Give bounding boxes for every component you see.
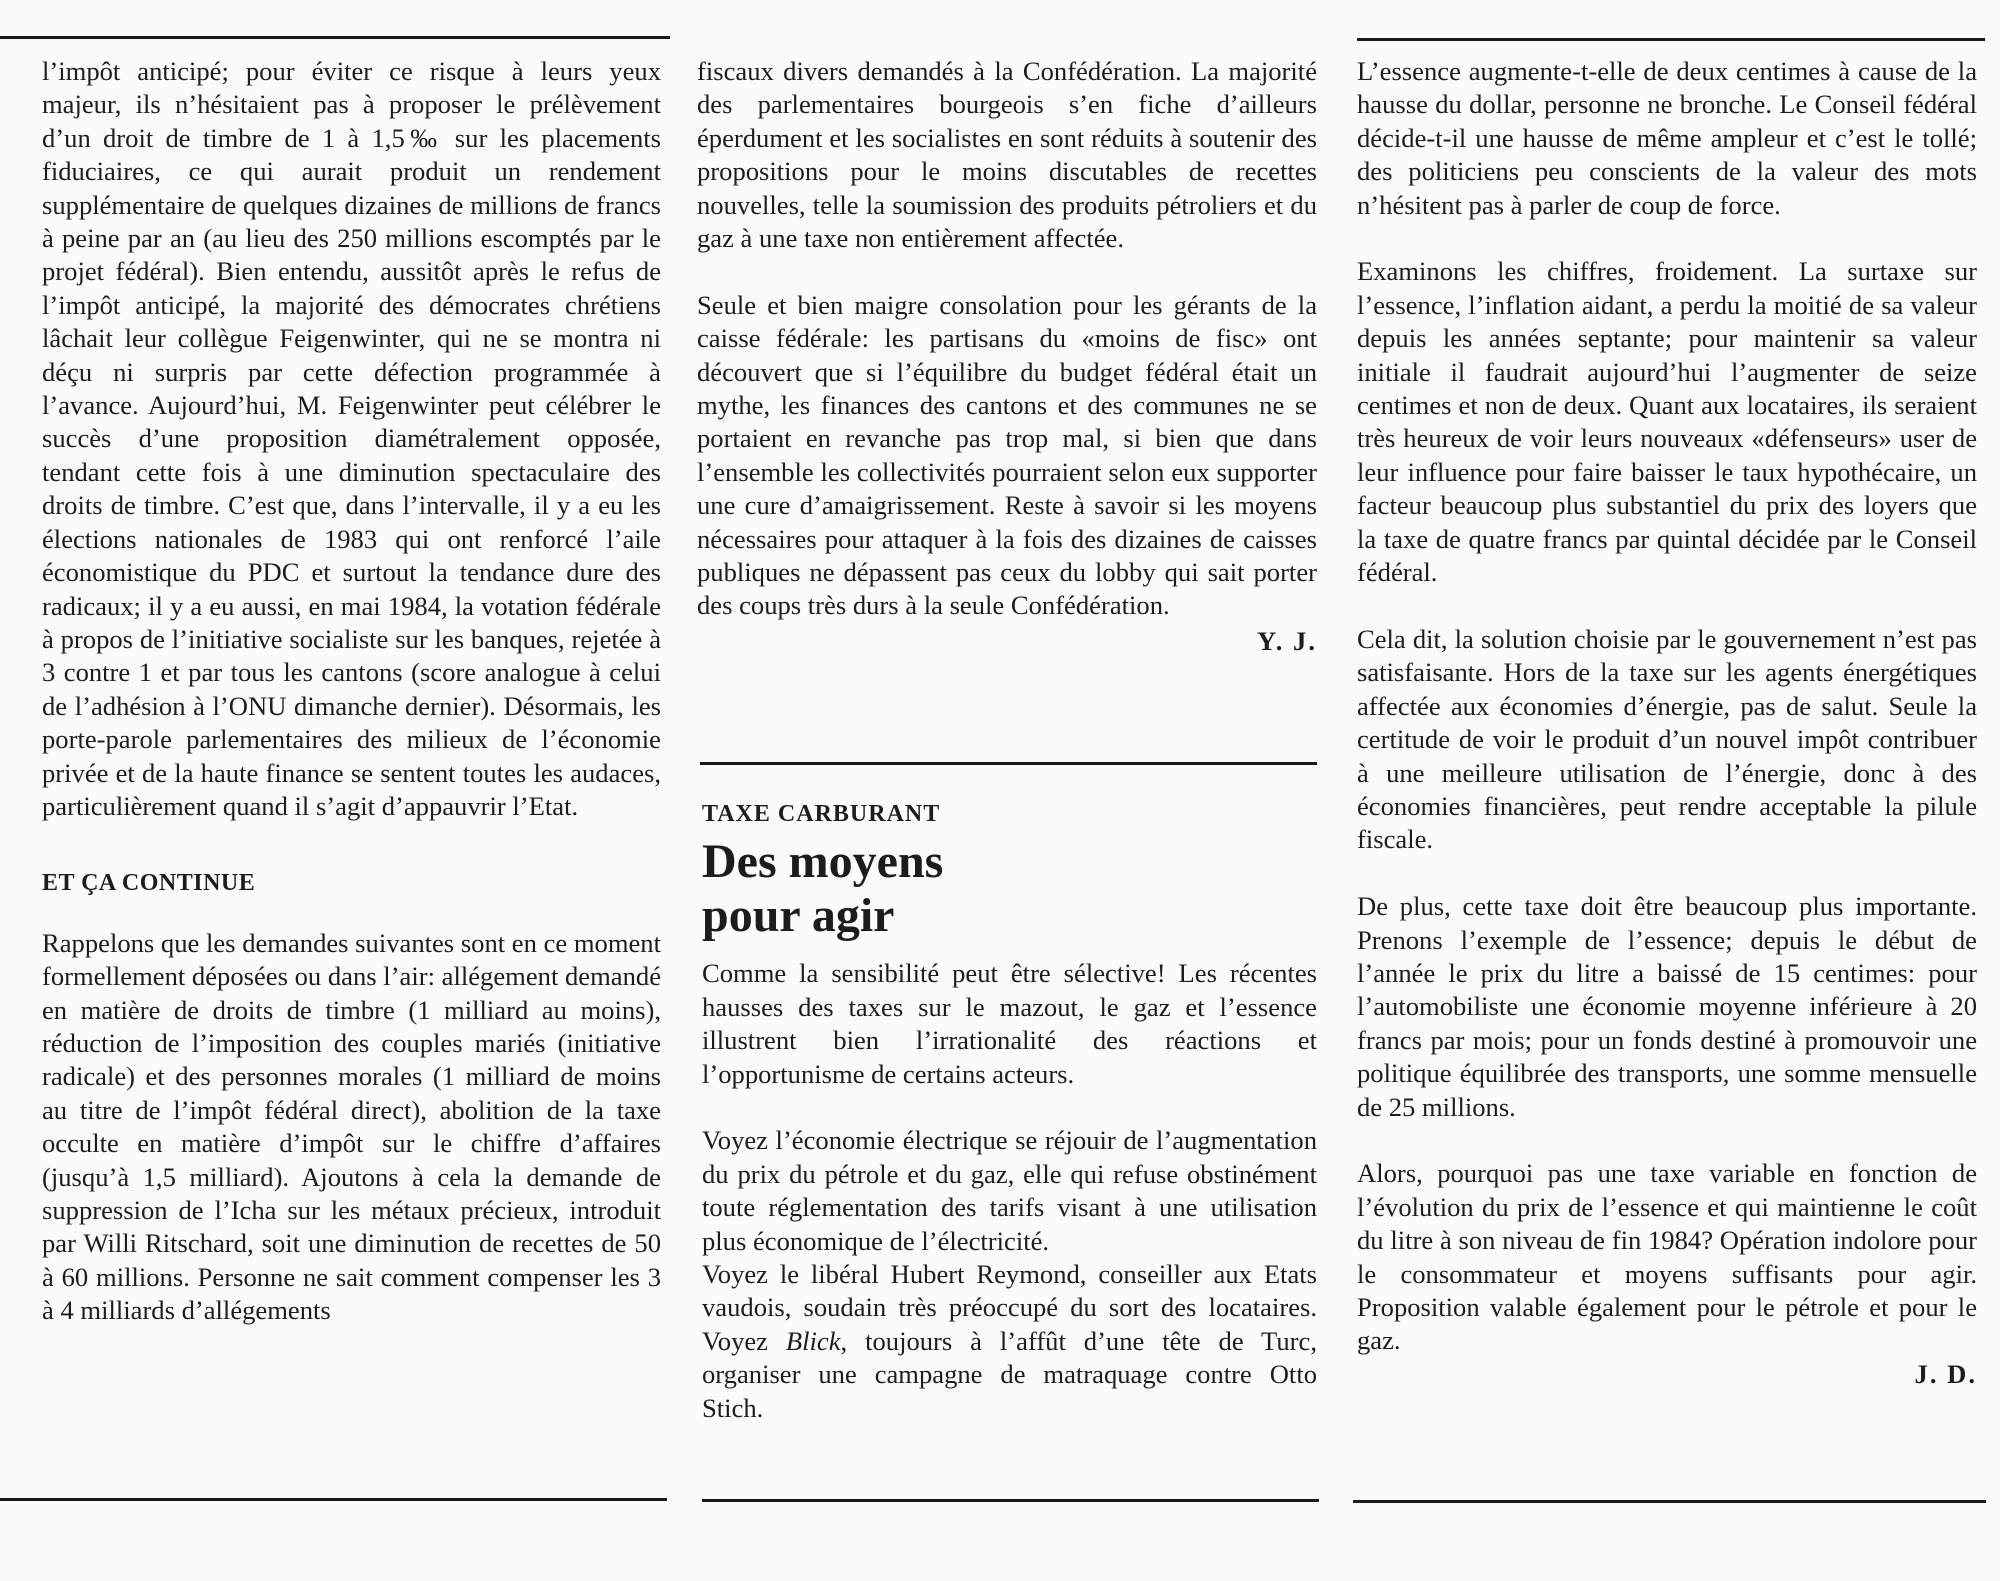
column-middle-paragraph-5	[702, 1258, 1317, 1425]
headline-line-2: pour agir	[702, 889, 895, 943]
headline-line-1: Des moyens	[702, 835, 944, 889]
column-right-paragraph-2: Examinons les chiffres, froidement. La surtaxe sur l’essence, l’inflation aidant, a perdu la moitié de sa valeur depuis les années septante; pour maintenir sa valeur initiale il faudrait aujourd’hui l’augmenter de seize centimes et non de deux. Quant aux locataires, ils seraient très heureux de voir leurs nouveaux «défenseurs» user de leur influence pour faire baisser le taux hypothécaire, un facteur beaucoup plus substantiel du prix des loyers que la taxe de quatre francs par quintal décidée par le Conseil fédéral.	[1357, 256, 1977, 588]
blick-title: Blick	[785, 1325, 841, 1356]
bottom-rule-right	[1353, 1500, 1986, 1503]
section-divider-rule	[700, 762, 1317, 765]
column-middle-paragraph-4: Voyez l’économie électrique se réjouir de l’augmentation du prix du pétrole et du gaz, elle qui refuse obstinément toute réglementation des tarifs visant à une utilisation plus économique de l’électricité.	[702, 1125, 1317, 1256]
column-left-paragraph-2: Rappelons que les demandes suivantes sont en ce moment formellement déposées ou dans l’air: allégement demandé en matière de droits de timbre (1 milliard au moins), réduction de l’imposition des couples mariés (initiative radicale) et des personnes morales (1 milliard de moins au titre de l’impôt fédéral direct), abolition de la taxe occulte en matière d’impôt sur le chiffre d’affaires (jusqu’à 1,5 milliard). Ajoutons à cela la demande de suppression de l’Icha sur les métaux précieux, introduit par Willi Ritschard, soit une diminution de recettes de 50 à 60 millions. Personne ne sait comment compenser les 3 à 4 milliards d’allégements	[42, 927, 661, 1326]
bottom-rule-middle	[702, 1499, 1319, 1502]
article-taxe-carburant	[702, 798, 1317, 1425]
subheading-et-ca-continue: ET ÇA CONTINUE	[42, 870, 256, 897]
column-right-paragraph-4: De plus, cette taxe doit être beaucoup plus importante. Prenons l’exemple de l’essence; depuis le début de l’année le prix du litre a baissé de 15 centimes: pour l’automobiliste une économie moyenne inférieure à 20 francs par mois; pour un fonds destiné à promouvoir une politique équilibrée des transports, une somme mensuelle de 25 millions.	[1357, 891, 1977, 1122]
signature-jd: J. D.	[1914, 1358, 1977, 1389]
column-left	[42, 55, 661, 1328]
column-middle-paragraph-1: fiscaux divers demandés à la Confédération. La majorité des parlementaires bourgeois s’en fiche d’ailleurs éperdument et les socialistes en sont réduits à soutenir des propositions pour le moins discutables de recettes nouvelles, telle la soumission des produits pétroliers et du gaz à une taxe non entièrement affectée.	[697, 56, 1317, 254]
paragraph-5-end: , toujours à l’affût d’une tête de Turc, organiser une campagne de matraquage contre Otto Stich.	[702, 1325, 1317, 1423]
top-rule-left	[0, 36, 670, 39]
column-right-paragraph-1: L’essence augmente-t-elle de deux centimes à cause de la hausse du dollar, personne ne bronche. Le Conseil fédéral décide-t-il une hausse de même ampleur et c’est le tollé; des politiciens peu conscients de la valeur des mots n’hésitent pas à parler de coup de force.	[1357, 56, 1977, 220]
column-right-paragraph-5: Alors, pourquoi pas une taxe variable en fonction de l’évolution du prix de l’essence et qui maintienne le coût du litre à son niveau de fin 1984? Opération indolore pour le consommateur et moyens suffisants pour agir. Proposition valable également pour le pétrole et pour le gaz.	[1357, 1158, 1977, 1356]
signature-yj: Y. J.	[1256, 625, 1317, 656]
column-right-paragraph-3: Cela dit, la solution choisie par le gouvernement n’est pas satisfaisante. Hors de la taxe sur les agents énergétiques affectée aux économies d’énergie, pas de salut. Seule la certitude de voir le produit d’un nouvel impôt contribuer à une meilleure utilisation de l’énergie, donc à des économies financières, peut rendre acceptable la pilule fiscale.	[1357, 623, 1977, 855]
column-middle-paragraph-2: Seule et bien maigre consolation pour les gérants de la caisse fédérale: les partisans du «moins de fisc» ont découvert que si l’équilibre du budget fédéral était un mythe, les finances des cantons et des communes ne se portaient en revanche pas trop mal, si bien que dans l’ensemble les collectivités pourraient selon eux supporter une cure d’amaigrissement. Reste à savoir si les moyens nécessaires pour attaquer à la fois des dizaines de caisses publiques ne dépassent pas ceux du lobby qui sait porter des coups très durs à la seule Confédération.	[697, 289, 1317, 621]
column-middle-paragraph-3: Comme la sensibilité peut être sélective! Les récentes hausses des taxes sur le mazout, le gaz et l’essence illustrent bien l’irrationalité des réactions et l’opportunisme de certains acteurs.	[702, 958, 1317, 1089]
article-kicker: TAXE CARBURANT	[702, 801, 941, 827]
column-left-paragraph-1: l’impôt anticipé; pour éviter ce risque à leurs yeux majeur, ils n’hésitaient pas à proposer le prélèvement d’un droit de timbre de 1 à 1,5‰ sur les placements fiduciaires, ce qui aurait produit un rendement supplémentaire de quelques dizaines de millions de francs à peine par an (au lieu des 250 millions escomptés par le projet fédéral). Bien entendu, aussitôt après le refus de l’impôt anticipé, la majorité des démocrates chrétiens lâchait leur collègue Feigenwinter, qui ne se montra ni déçu ni surpris par cette défection programmée à l’avance. Aujourd’hui, M. Feigenwinter peut célébrer le succès d’une proposition diamétralement opposée, tendant cette fois à une diminution spectaculaire des droits de timbre. C’est que, dans l’intervalle, il y a eu les élections nationales de 1983 qui ont renforcé l’aile économistique du PDC et surtout la tendance dure des radicaux; il y a eu aussi, en mai 1984, la votation fédérale à propos de l’initiative socialiste sur les banques, rejetée à 3 contre 1 et par tous les cantons (score analogue à celui de l’adhésion à l’ONU dimanche dernier). Désormais, les porte-parole parlementaires des milieux de l’économie privée et de la haute finance se sentent toutes les audaces, particulièrement quand il s’agit d’appauvrir l’Etat.	[42, 56, 661, 821]
column-middle	[697, 55, 1317, 658]
column-right	[1357, 55, 1977, 1391]
bottom-rule-left	[0, 1498, 667, 1501]
article-headline	[702, 835, 1317, 943]
top-rule-right	[1357, 38, 1985, 41]
paragraph-5-start: Voyez le libéral Hubert Reymond, conseiller aux Etats vaudois, soudain très préoccupé du sort des locataires. Voyez	[702, 1259, 1317, 1356]
